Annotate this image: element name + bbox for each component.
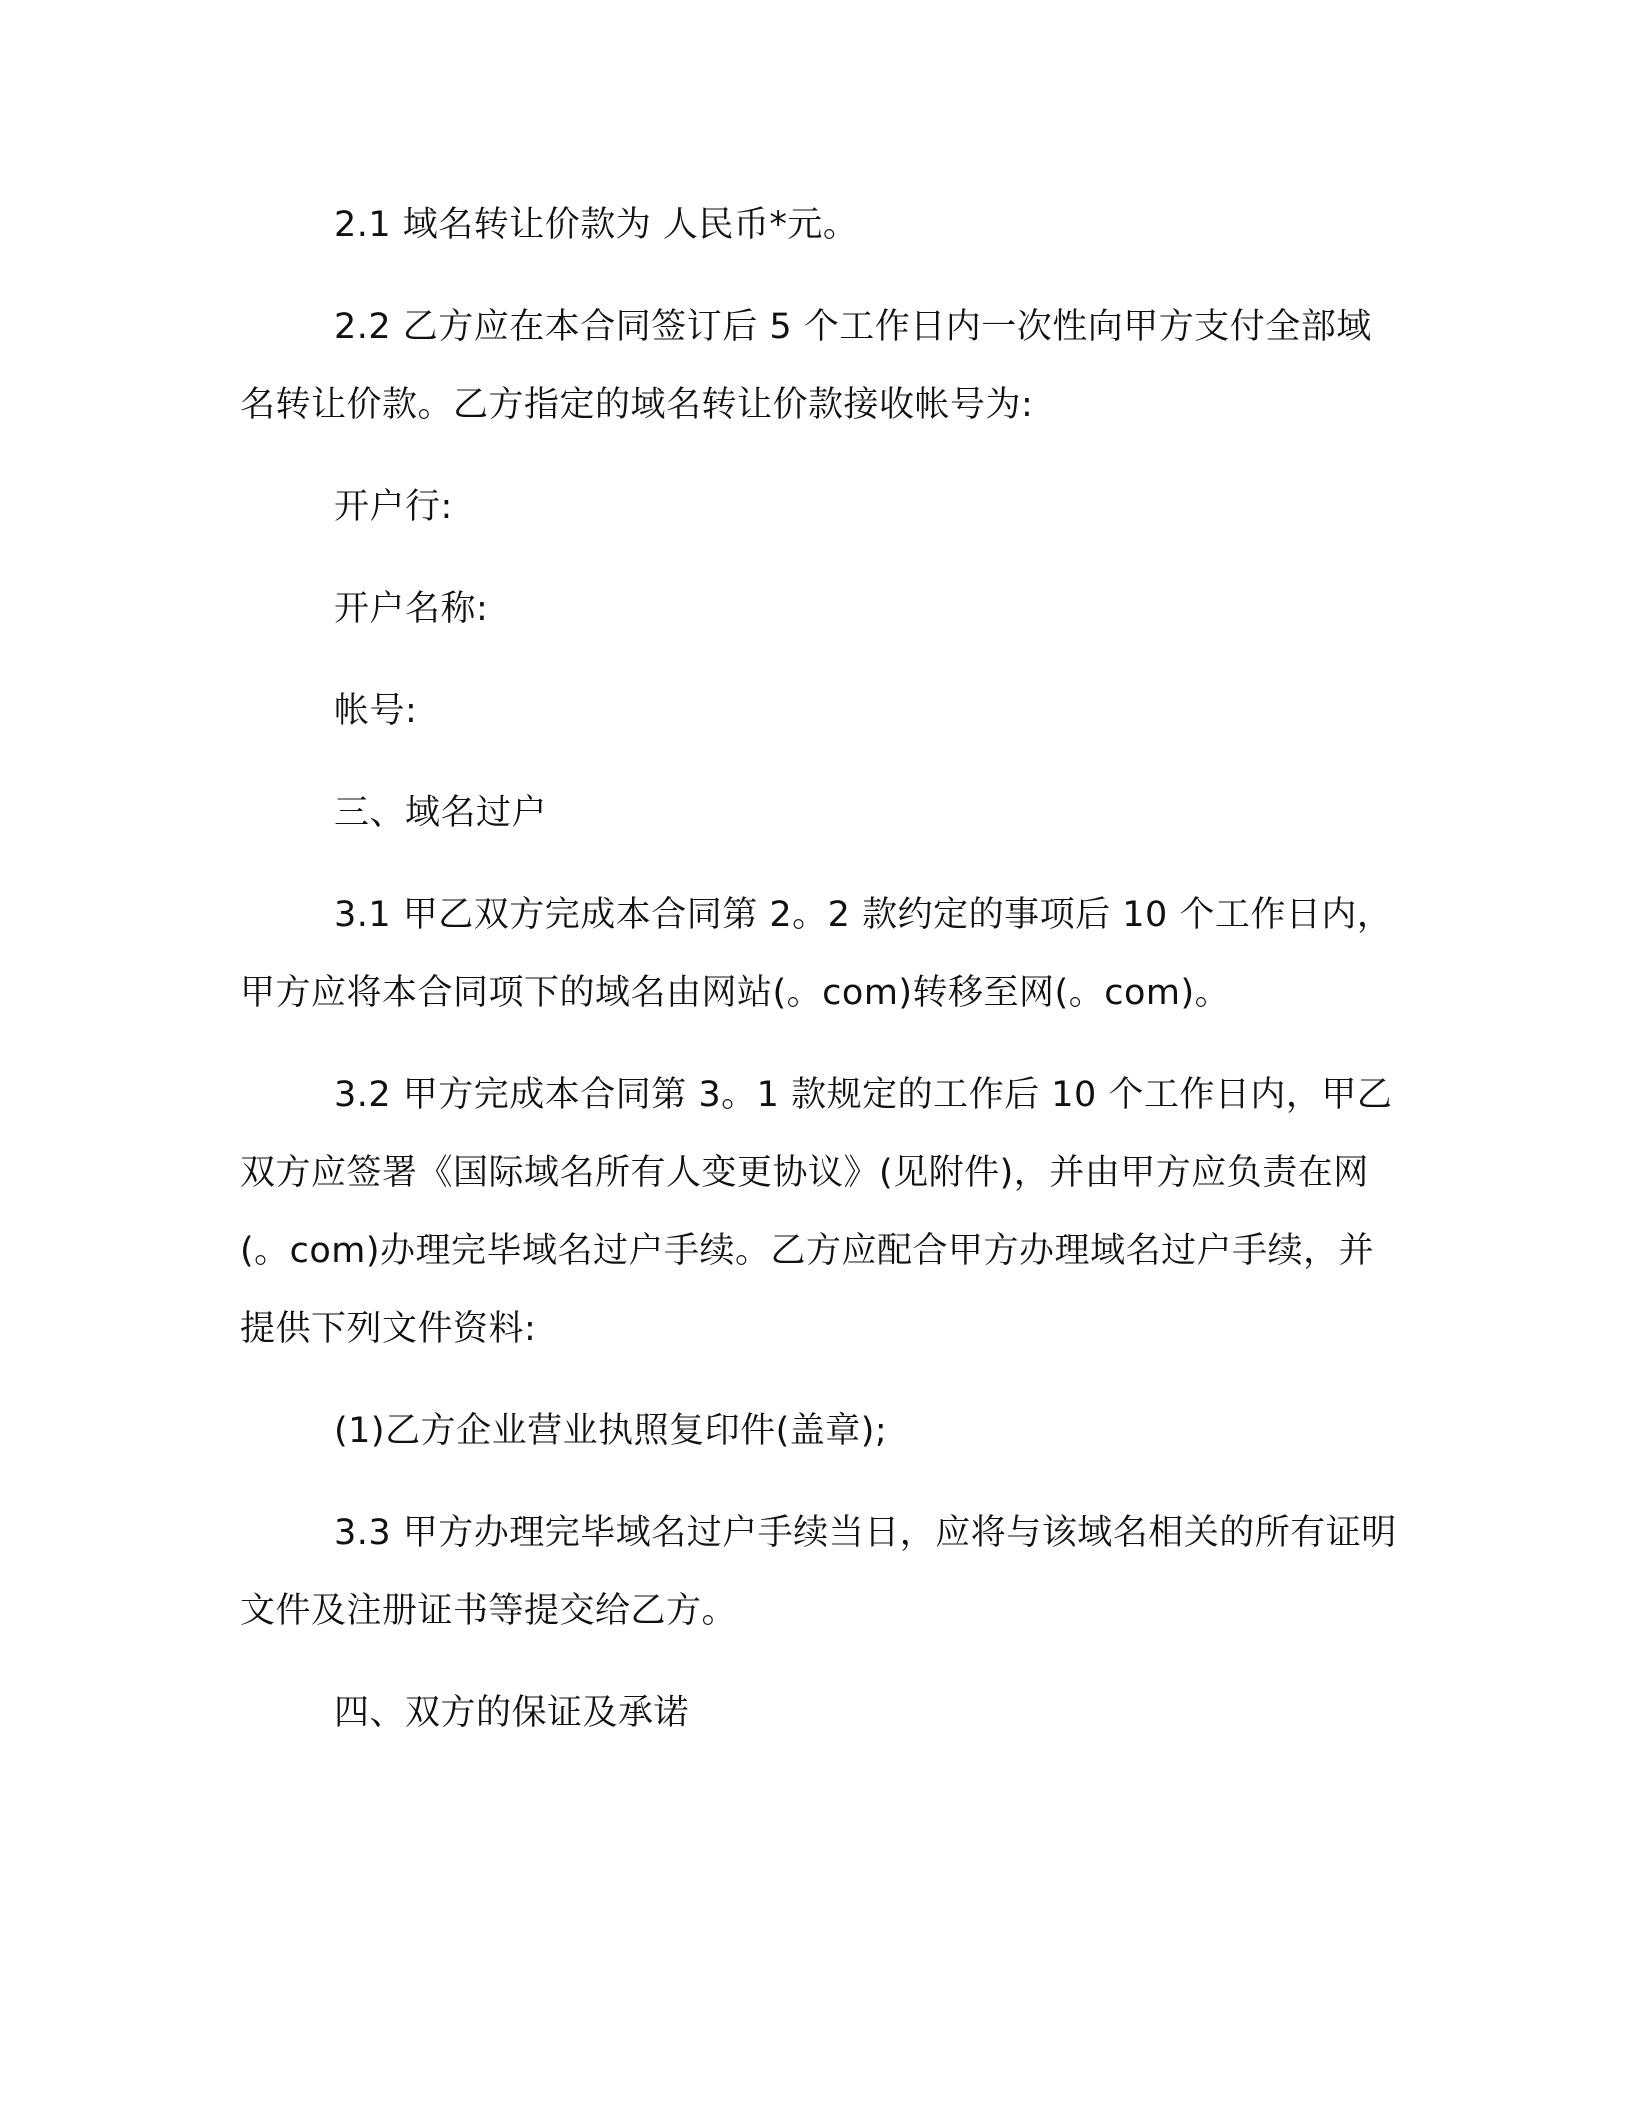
bank-name-line: 开户行: <box>334 487 453 527</box>
clause-3-3: 3.3 甲方办理完毕域名过户手续当日，应将与该域名相关的所有证明文件及注册证书等提交给乙方。 <box>240 1513 1397 1631</box>
clause-2-2: 2.2 乙方应在本合同签订后 5 个工作日内一次性向甲方支付全部域名转让价款。乙方指定的域名转让价款接收帐号为: <box>240 307 1372 425</box>
clause-3-1: 3.1 甲乙双方完成本合同第 2。2 款约定的事项后 10 个工作日内，甲方应将本合同项下的域名由网站(。com)转移至网(。com)。 <box>240 895 1393 1013</box>
clause-2-1: 2.1 域名转让价款为 人民币*元。 <box>334 205 859 245</box>
section-3-heading: 三、域名过户 <box>334 793 548 833</box>
clause-3-2: 3.2 甲方完成本合同第 3。1 款规定的工作后 10 个工作日内，甲乙双方应签署《国际域名所有人变更协议》(见附件)，并由甲方应负责在网(。com)办理完毕域名过户手续。乙方应配合甲方办理域名过户手续，并提供下列文件资料: <box>240 1075 1393 1349</box>
account-name-line: 开户名称: <box>334 589 489 629</box>
clause-3-2-item-1: (1)乙方企业营业执照复印件(盖章); <box>334 1411 888 1451</box>
account-number-line: 帐号: <box>334 691 418 731</box>
document-body <box>240 186 1400 1776</box>
section-4-heading: 四、双方的保证及承诺 <box>334 1693 690 1733</box>
